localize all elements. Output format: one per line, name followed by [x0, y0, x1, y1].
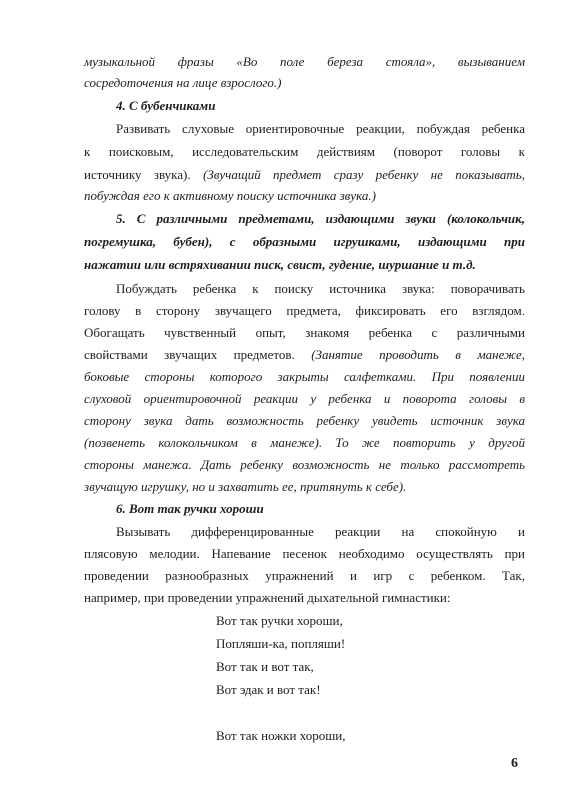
poem-line: Вот эдак и вот так!: [216, 682, 321, 697]
text-line: Побуждать ребенка к поиску источника звука: поворачивать: [116, 281, 525, 296]
text-line: Развивать слуховые ориентировочные реакции, побуждая ребенка: [116, 121, 525, 136]
text-line: слуховой ориентировочной реакции у ребенка и поворота головы в: [84, 391, 525, 406]
text-line: стороны манежа. Дать ребенку возможность не только рассмотреть: [84, 457, 525, 472]
text-line: проведении разнообразных упражнений и игр с ребенком. Так,: [84, 568, 525, 583]
section-heading: погремушка, бубен), с образными игрушками, издающими при: [84, 234, 525, 249]
poem-line: Вот так и вот так,: [216, 659, 314, 674]
section-heading: 5. С различными предметами, издающими звуки (колокольчик,: [116, 211, 525, 226]
text-line: плясовую мелодии. Напевание песенок необходимо осуществлять при: [84, 546, 525, 561]
text-line: сосредоточения на лице взрослого.): [84, 75, 282, 90]
text-line: музыкальной фразы «Во поле береза стояла», вызыванием: [84, 54, 525, 69]
text-line: источнику звука). (Звучащий предмет сразу ребенку не показывать,: [84, 167, 525, 182]
poem-line: Вот так ножки хороши,: [216, 728, 346, 743]
page-number: 6: [511, 756, 518, 771]
text-line: свойствами звучащих предметов. (Занятие проводить в манеже,: [84, 347, 525, 362]
section-heading: 6. Вот так ручки хороши: [116, 501, 264, 516]
text-line: Обогащать чувственный опыт, знакомя ребенка с различными: [84, 325, 525, 340]
poem-line: Вот так ручки хороши,: [216, 613, 343, 628]
text-line: сторону звука дать возможность ребенку увидеть источник звука: [84, 413, 525, 428]
text-line: звучащую игрушку, но и захватить ее, притянуть к себе).: [84, 479, 407, 494]
section-heading: нажатии или встряхивании писк, свист, гудение, шуршание и т.д.: [84, 257, 476, 272]
text-line: голову в сторону звучащего предмета, фиксировать его взглядом.: [84, 303, 525, 318]
text-line: к поисковым, исследовательским действиям (поворот головы к: [84, 144, 525, 159]
section-heading: 4. С бубенчиками: [116, 98, 216, 113]
text-line: Вызывать дифференцированные реакции на спокойную и: [116, 524, 525, 539]
text-line: например, при проведении упражнений дыхательной гимнастики:: [84, 590, 451, 605]
text-line: боковые стороны которого закрыты салфетками. При появлении: [84, 369, 525, 384]
text-line: побуждая его к активному поиску источника звука.): [84, 188, 376, 203]
poem-line: Попляши-ка, попляши!: [216, 636, 346, 651]
text-line: (позвенеть колокольчиком в манеже). То же повторить у другой: [84, 435, 525, 450]
